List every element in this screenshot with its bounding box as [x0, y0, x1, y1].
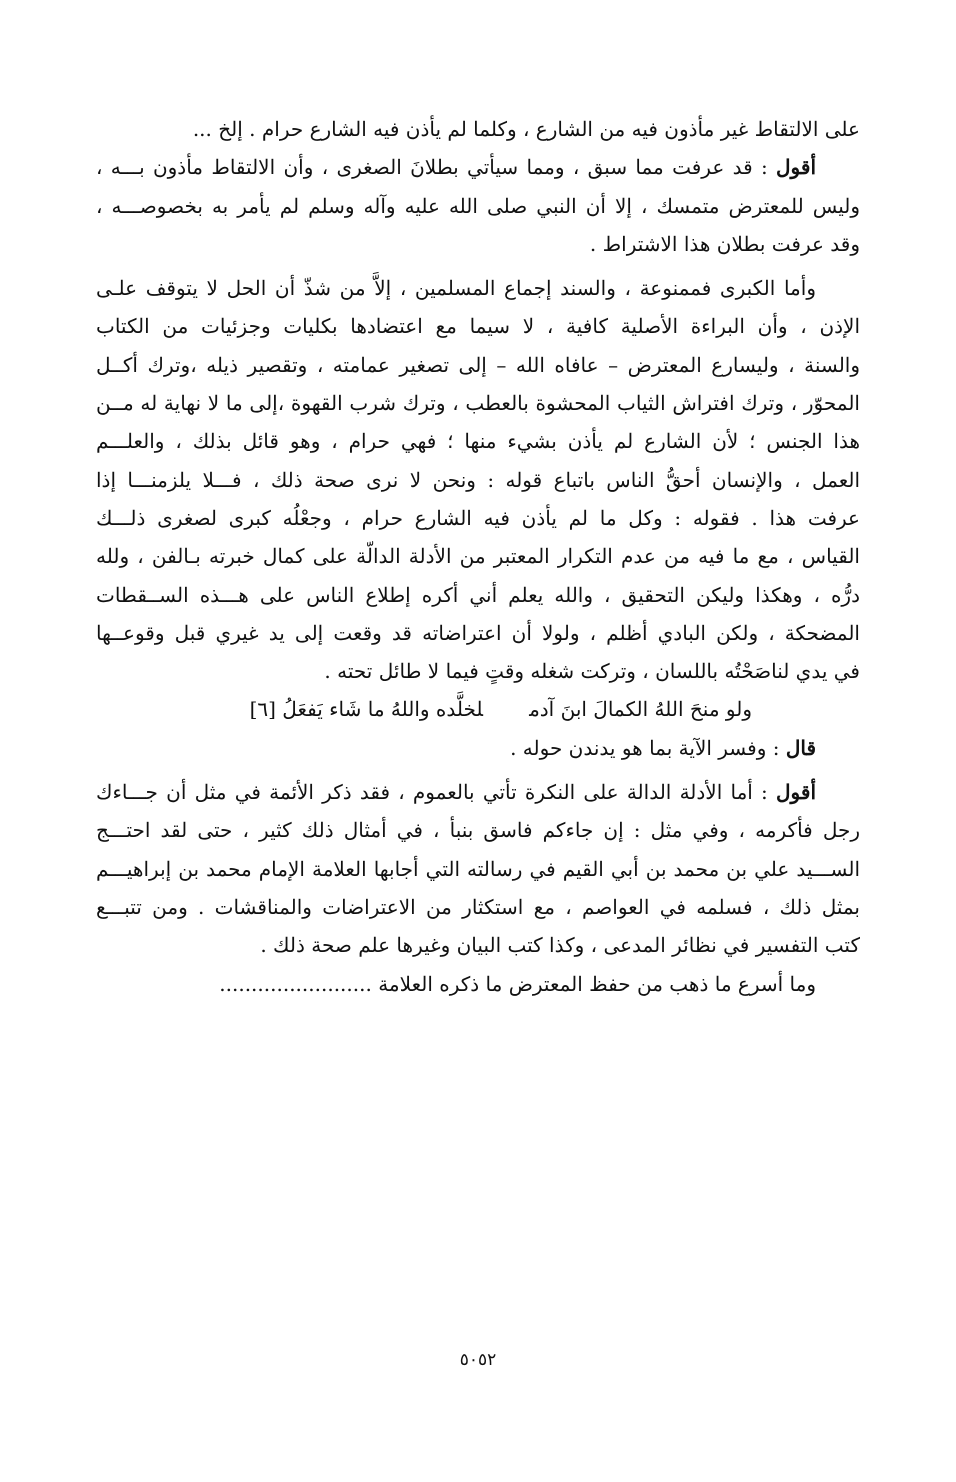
- line-text: : وفسر الآية بما هو يدندن حوله .: [510, 735, 786, 760]
- text-line-10: [96, 461, 860, 499]
- text-line-13: [96, 576, 860, 614]
- line-text: : أما الأدلة الدالة على النكرة تأتي بالعموم ، فقد ذكر الأئمة في مثل أن جـــاءك: [96, 780, 777, 805]
- line-text: المضحكة ، ولكن البادي أظلم ، ولولا أن اعتراضاته قد وقعت إلى يد غيري قبل وقوعــها: [96, 620, 860, 645]
- qal-line: [96, 729, 860, 767]
- text-line-12: [96, 537, 860, 575]
- text-line-14: [96, 614, 860, 652]
- line-text: وقد عرفت بطلان هذا الاشتراط .: [589, 231, 860, 256]
- text-line-21: [96, 965, 860, 1003]
- line-text: عرفت هذا . فقوله : وكل ما لم يأذن فيه الشارع حرام ، وجعْلُه كبرى لصغرى ذلـــك: [96, 505, 860, 530]
- line-text: درُّه ، وهكذا وليكن التحقيق ، والله يعلم أني أكره إطلاع الناس على هـــذه الســقطات: [96, 582, 860, 607]
- line-text: الســـيد علي بن محمد بن أبي القيم في رسالته التي أجابها العلامة الإمام محمد بن إبراهيـــم: [96, 856, 860, 881]
- line-text: الإذن ، وأن البراءة الأصلية كافية ، لا سيما مع اعتضادها بكليات وجزئيات من الكتاب: [96, 314, 860, 339]
- text-line-15: [96, 652, 860, 690]
- line-text: هذا الجنس ؛ لأن الشارع لم يأذن بشيء منها ؛ فهي حرام ، وهو قائل بذلك ، والعلـــم: [96, 429, 860, 454]
- verse-hemistich-1: ولو منحَ اللهُ الكمالَ ابنَ آدم: [529, 697, 752, 722]
- text-line-16: [96, 773, 860, 811]
- page-number: ٥٠٥٢: [459, 1350, 497, 1370]
- line-text: : قد عرفت مما سبق ، ومما سيأتي بطلانَ الصغرى ، وأن الالتقاط مأذون بـــه ،: [96, 155, 777, 180]
- line-text: وليس للمعترض متمسك ، إلا أن النبي صلى الله عليه وآله وسلم لم يأمر به بخصوصـــه ،: [96, 193, 860, 218]
- line-text: كتب التفسير في نظائر المدعى ، وكذا كتب البيان وغيرها علم صحة ذلك .: [260, 933, 860, 958]
- text-line-6: [96, 307, 860, 345]
- text-line-11: [96, 499, 860, 537]
- line-text: على الالتقاط غير مأذون فيه من الشارع ، وكلما لم يأذن فيه الشارع حرام . إلخ ...: [192, 117, 860, 141]
- text-line-18: [96, 850, 860, 888]
- text-line-1: [96, 110, 860, 148]
- line-text: العمل ، والإنسان أحقُّ الناس باتباع قوله : ونحن لا نرى صحة ذلك ، فـــلا يلزمنـــا إذا: [96, 467, 860, 492]
- body-text: [96, 110, 860, 1003]
- keyword-qal: قال: [785, 735, 816, 760]
- verse-hemistich-2: لخلَّده واللهُ ما شَاء يَفعَلُ [٦]: [249, 697, 484, 722]
- line-text: بمثل ذلك ، فسلمه في العواصم ، مع استكثار من الاعتراضات والمناقشات . ومن تتبـــع: [96, 894, 860, 919]
- line-text: وما أسرع ما ذهب من حفظ المعترض ما ذكره العلامة ........................: [219, 971, 816, 996]
- line-text: القياس ، مع ما فيه من عدم التكرار المعتبر من الأدلة الدالّة على كمال خبرته بـالفن ، ولله: [96, 544, 860, 569]
- line-text: رجل فأكرمه ، وفي مثل : إن جاءكم فاسق بنبأ ، في أمثال ذلك كثير ، حتى لقد احتـــج: [96, 818, 860, 843]
- line-text: المحوّر ، وترك افتراش الثياب المحشوة بالعطب ، وترك شرب القهوة ،إلى ما لا نهاية له مــن: [96, 391, 860, 416]
- text-line-2: [96, 148, 860, 186]
- keyword-aqulu: أقول: [776, 155, 816, 180]
- line-text: وأما الكبرى فممنوعة ، والسند إجماع المسلمين ، إلاَّ من شذّ أن الحل لا يتوقف علـى: [96, 276, 816, 301]
- text-line-4: [96, 225, 860, 263]
- text-line-7: [96, 346, 860, 384]
- keyword-aqulu: أقول: [776, 780, 816, 805]
- text-line-19: [96, 888, 860, 926]
- text-line-8: [96, 384, 860, 422]
- text-line-17: [96, 811, 860, 849]
- line-text: والسنة ، وليسارع المعترض – عافاه الله – إلى تصغير عمامته ، وتقصير ذيله ،وترك أكــل: [96, 352, 860, 377]
- text-line-20: [96, 926, 860, 964]
- line-text: في يدي لناصَحْتُه باللسان ، وتركت شغله وقتٍ فيما لا طائل تحته .: [324, 659, 860, 684]
- text-line-9: [96, 422, 860, 460]
- text-line-5: [96, 269, 860, 307]
- text-line-3: [96, 187, 860, 225]
- poetry-verse: [96, 690, 860, 728]
